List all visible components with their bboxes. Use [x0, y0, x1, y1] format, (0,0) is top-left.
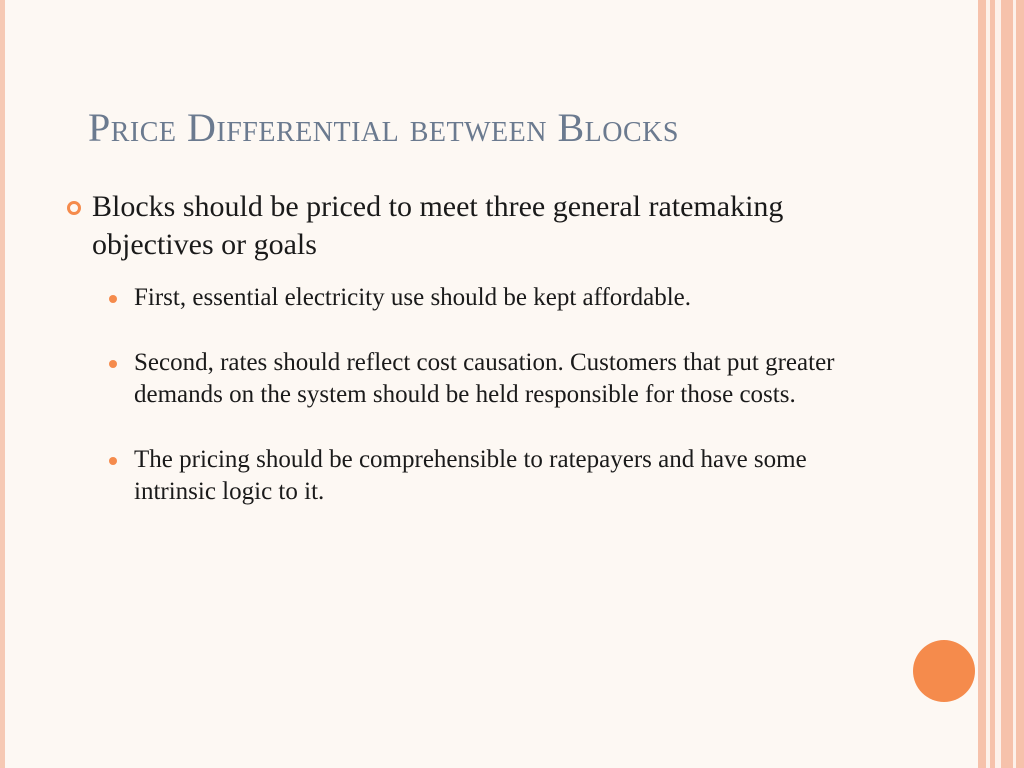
- slide-title: Price Differential between Blocks: [88, 105, 679, 150]
- filled-circle-bullet-icon: [109, 360, 117, 368]
- sub-bullet-item: [62, 444, 892, 509]
- left-border-decoration: [0, 0, 5, 768]
- filled-circle-bullet-icon: [109, 295, 117, 303]
- sub-bullet-item: [62, 347, 892, 412]
- right-stripe-1: [978, 0, 986, 768]
- orange-circle-icon: [913, 640, 975, 702]
- filled-circle-bullet-icon: [109, 457, 117, 465]
- sub-bullet-item: [62, 282, 892, 315]
- right-stripe-3: [1001, 0, 1013, 768]
- sub-bullet-text: Second, rates should reflect cost causation. Customers that put greater demands on the system should be held responsible for those costs.: [134, 348, 835, 408]
- bullet-level1-text: Blocks should be priced to meet three general ratemaking objectives or goals: [92, 190, 784, 261]
- sub-bullet-text: The pricing should be comprehensible to ratepayers and have some intrinsic logic to it.: [134, 445, 807, 505]
- right-stripe-4: [1016, 0, 1024, 768]
- hollow-circle-bullet-icon: [67, 201, 81, 215]
- sub-bullet-text: First, essential electricity use should be kept affordable.: [134, 284, 692, 311]
- bullet-level1: [62, 188, 892, 264]
- slide-content: [62, 188, 892, 541]
- sub-bullet-list: [62, 282, 892, 509]
